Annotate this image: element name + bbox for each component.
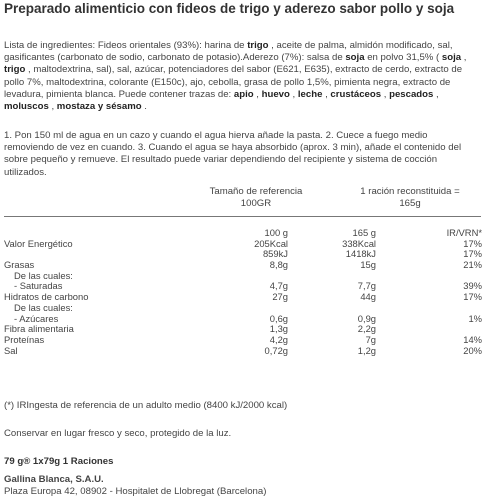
allergen-text: soja [441,52,462,64]
product-title: Preparado alimenticio con fideos de trigo y aderezo sabor pollo y soja [4,1,455,16]
nutrient-name: Fibra alimentaria [4,323,74,335]
nutrition-table [4,228,484,356]
allergen-text: mostaza y sésamo [56,101,142,113]
reference-intake-pct: 20% [463,344,482,356]
company-info [4,474,478,498]
value-per-100g: 4,7g [269,280,288,292]
nutrition-row [4,249,484,260]
allergen-text: soja [345,52,365,64]
ration-value: 165g [399,198,421,209]
nutrition-row [4,239,484,250]
allergen-text: crustáceos [330,88,382,100]
conservation-note: Conservar en lugar fresco y seco, protegido de la luz. [4,428,232,439]
nutrition-row [4,271,484,282]
ingredient-text: , [461,52,467,64]
allergen-text: leche [297,88,323,100]
value-per-100g: 859kJ [262,248,288,260]
ingredient-text: , [289,88,298,100]
nutrient-name: Valor Energético [4,237,73,249]
ingredient-text: , [48,101,57,113]
ration-header [340,186,480,210]
ingredient-text: , [433,88,439,100]
ration-label: 1 ración reconstituida = [360,186,460,197]
value-per-ration: 44g [360,291,376,303]
reference-intake-pct: 21% [463,259,482,271]
nutrition-row [4,335,484,346]
value-per-100g: 0,6g [269,312,288,324]
nutrition-row [4,303,484,314]
ingredient-text: . [141,101,147,113]
nutrition-row [4,292,484,303]
value-per-ration: 1,2g [357,344,376,356]
nutrient-name: Hidratos de carbono [4,291,89,303]
net-weight: 79 g® 1x79g 1 Raciones [4,456,114,467]
ingredient-text: Lista de ingredientes: Fideos orientales (93%): harina de [4,40,248,51]
reference-footnote: (*) IRIngesta de referencia de un adulto medio (8400 kJ/2000 kcal) [4,400,288,411]
ingredients-list [4,40,478,113]
allergen-text: moluscos [4,101,49,113]
value-per-ration: 2,2g [357,323,376,335]
nutrient-name: Sal [4,344,18,356]
allergen-text: huevo [261,88,290,100]
value-per-ration: 0,9g [357,312,376,324]
allergen-text: trigo [4,64,26,76]
nutrition-row [4,260,484,271]
reference-intake-pct: 17% [463,248,482,260]
allergen-text: trigo [247,40,269,51]
ingredient-text: en polvo 31,5% ( [364,52,442,64]
company-name: Gallina Blanca, S.A.U. [4,474,104,485]
allergen-text: apio [233,88,254,100]
ingredient-text: , aceite de palma, almidón modificado, sal, gasificantes (carbonato de sodio, carbonato de potasio).Aderezo (7%): salsa de [4,40,453,64]
value-per-100g: 27g [272,291,288,303]
reference-size-header [196,186,316,210]
allergen-text: pescados [389,88,434,100]
preparation-instructions: 1. Pon 150 ml de agua en un cazo y cuando el agua hierva añade la pasta. 2. Cuece a fuego medio removiendo de vez en cuando. 3. Cuando el agua se haya absorbido (aprox. 3 min), añade el contenido del sobre pequeño y remueve. El resultado puede variar dependiendo del recipiente y sistema de cocción utilizados. [4,130,462,178]
nutrient-name: Grasas [4,259,35,271]
value-per-ration: 7g [365,333,376,345]
value-per-ration: 15g [360,259,376,271]
value-per-ration: 1418kJ [345,248,376,260]
reference-intake-pct: 14% [463,333,482,345]
reference-intake-pct: 39% [463,280,482,292]
nutrient-name: - Saturadas [14,280,63,292]
nutrition-row [4,228,484,239]
nutrient-name: De las cuales: [14,269,73,281]
value-per-ration: 165 g [352,227,376,238]
value-per-100g: 0,72g [264,344,288,356]
ingredient-text: , maltodextrina, sal), sal, azúcar, potenciadores del sabor (E621, E635), extracto de cerdo, extracto de pollo 7%, maltodextrina, colorante (E150c), ajo, cebolla, grasa de pollo 1,5%, pimienta negra, extracto de levadura, pimienta blanca. Puede contener trazas de: [4,64,463,100]
nutrient-name: De las cuales: [14,301,73,313]
company-address: Plaza Europa 42, 08902 - Hospitalet de Llobregat (Barcelona) [4,486,267,497]
nutrient-name: - Azúcares [14,312,59,324]
table-divider [4,216,481,217]
ingredient-text: , [253,88,262,100]
reference-size-label: Tamaño de referencia [209,186,303,197]
reference-intake-pct: 17% [463,237,482,249]
value-per-ration: 7,7g [357,280,376,292]
value-per-100g: 205Kcal [254,237,288,249]
nutrition-row [4,324,484,335]
ingredient-text: , [381,88,390,100]
value-per-100g: 100 g [264,227,288,238]
value-per-100g: 8,8g [269,259,288,271]
value-per-ration: 338Kcal [342,237,376,249]
value-per-100g: 4,2g [269,333,288,345]
reference-size-value: 100GR [240,198,272,209]
value-per-100g: 1,3g [269,323,288,335]
reference-intake-pct: IR/VRN* [446,227,482,238]
reference-intake-pct: 17% [463,291,482,303]
ingredient-text: , [322,88,331,100]
nutrition-row [4,314,484,325]
reference-intake-pct: 1% [468,312,482,324]
nutrition-row [4,346,484,357]
nutrient-name: Proteínas [4,333,45,345]
